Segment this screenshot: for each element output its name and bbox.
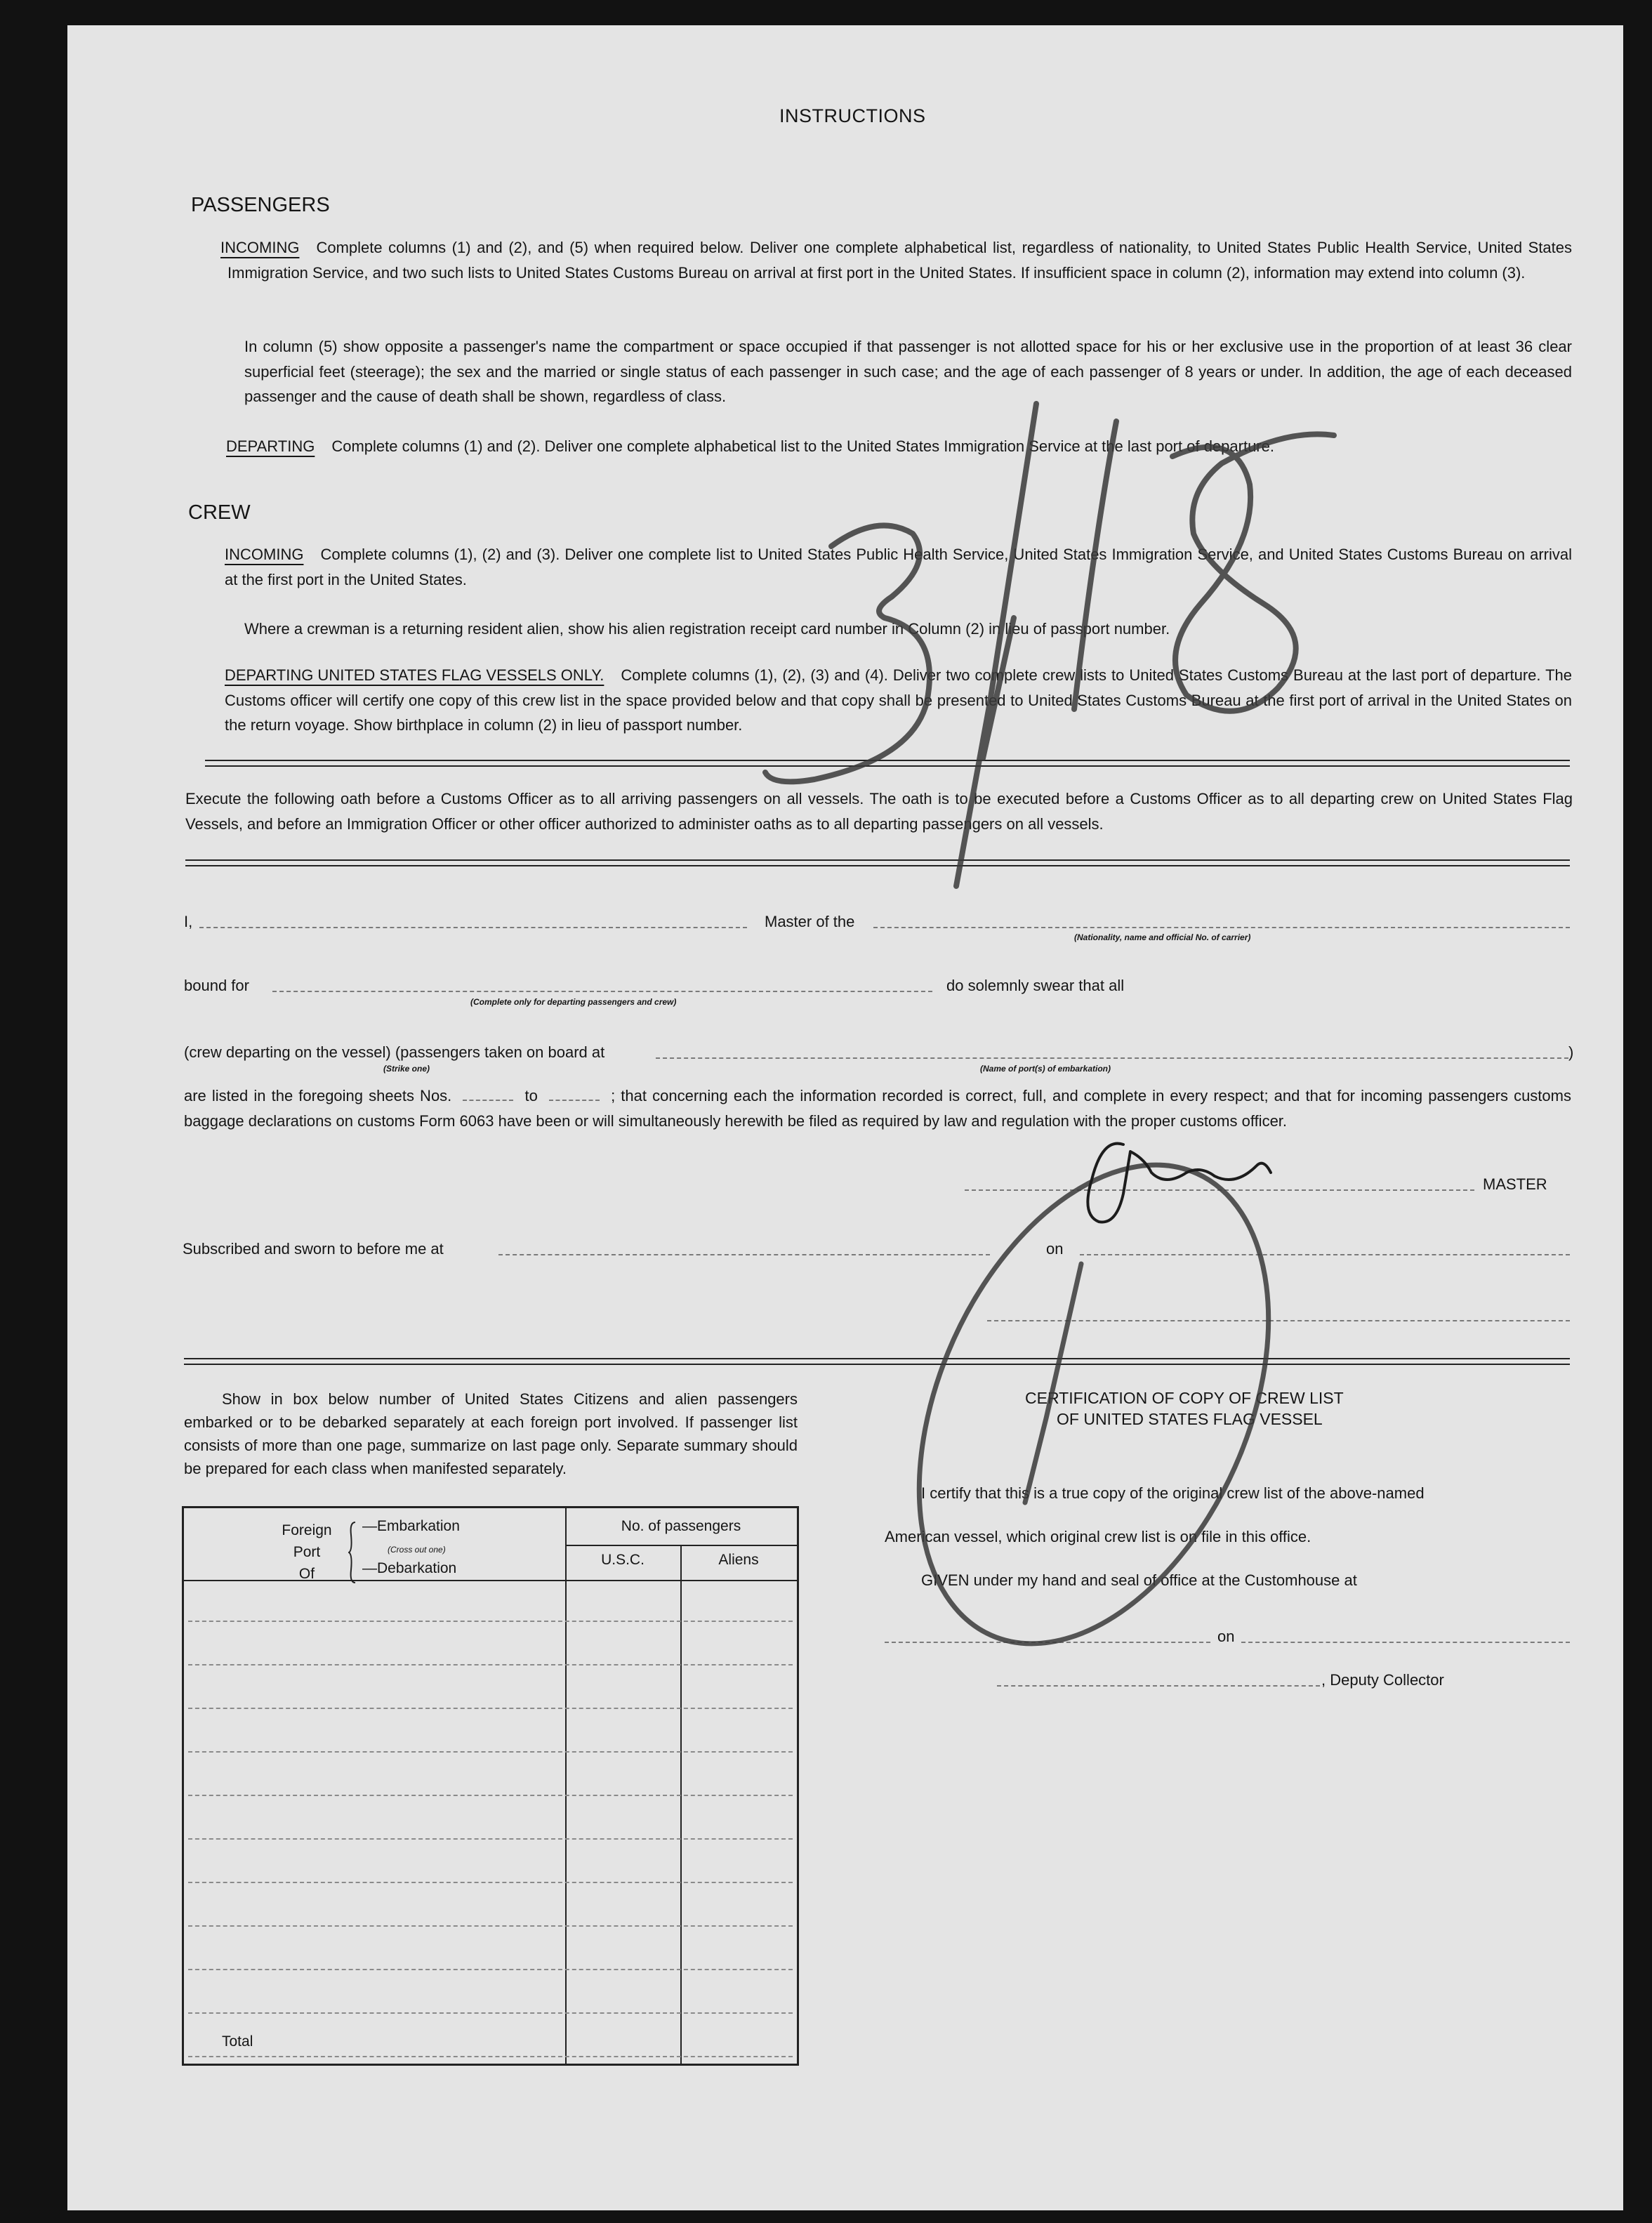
bound-for-field[interactable]	[272, 991, 932, 992]
total-label: Total	[222, 2033, 253, 2050]
swear-label: do solemnly swear that all	[946, 977, 1125, 994]
usc-header: U.S.C.	[601, 1552, 645, 1568]
column-divider	[680, 1545, 682, 2064]
sheet-from-field[interactable]	[463, 1090, 513, 1101]
certification-date-field[interactable]	[1241, 1642, 1570, 1643]
crew-incoming-label: INCOMING	[225, 546, 304, 563]
table-row[interactable]	[188, 1621, 793, 1622]
strike-hint: (Strike one)	[383, 1064, 430, 1074]
given-text: GIVEN under my hand and seal of office at the Customhouse at	[921, 1571, 1357, 1589]
master-label: MASTER	[1483, 1175, 1547, 1193]
departing-hint: (Complete only for departing passengers and crew)	[470, 997, 677, 1007]
close-paren: )	[1568, 1043, 1574, 1061]
master-signature-field[interactable]	[965, 1189, 1474, 1191]
sheet-to-field[interactable]	[549, 1090, 600, 1101]
header-divider	[184, 1580, 797, 1581]
table-row[interactable]	[188, 1969, 793, 1970]
table-row[interactable]	[188, 1925, 793, 1927]
table-row[interactable]	[188, 1795, 793, 1796]
cross-out-hint: (Cross out one)	[388, 1545, 446, 1555]
oath-intro: Execute the following oath before a Customs Officer as to all arriving passengers on all vessels. The oath is to be executed before a Customs Officer as to all departing crew on United States Flag Vessels, and before an Immigration Officer or other officer authorized to administer oaths as to all departing passengers on all vessels.	[185, 790, 1573, 833]
passengers-count-header: No. of passengers	[621, 1518, 741, 1534]
subscribed-date-field[interactable]	[1080, 1254, 1570, 1255]
foreign-port-header: Foreign Port Of	[282, 1522, 332, 1582]
crew-heading: CREW	[188, 501, 251, 524]
embarkation-label[interactable]: —Embarkation	[362, 1518, 460, 1534]
departing-label: DEPARTING	[226, 437, 315, 455]
column-divider	[565, 1508, 567, 2064]
passengers-departing-text: Complete columns (1) and (2). Deliver one complete alphabetical list to the United States Immigration Service at the last port of departure.	[331, 437, 1274, 455]
table-row[interactable]	[188, 2056, 793, 2057]
incoming-label: INCOMING	[220, 239, 300, 256]
table-row[interactable]	[188, 1751, 793, 1753]
passengers-column5-paragraph: In column (5) show opposite a passenger's name the compartment or space occupied if that passenger is not allotted space for his or her exclusive use in the proportion of at least 36 clear superficial feet (steerage); the sex and the married or single status of each passenger in such case; and the age of each passenger of 8 years or under. In addition, the age of each deceased passenger and the cause of death shall be shown, regardless of class.	[244, 338, 1572, 405]
certification-on-label: on	[1217, 1628, 1235, 1645]
subscribed-place-field[interactable]	[498, 1254, 990, 1255]
listed-prefix: are listed in the foregoing sheets Nos.	[184, 1087, 452, 1104]
crew-incoming-paragraph	[225, 542, 1572, 592]
crew-passengers-label: (crew departing on the vessel) (passengers taken on board at	[184, 1043, 605, 1061]
table-row[interactable]	[188, 1708, 793, 1709]
section-divider	[184, 1358, 1570, 1365]
subscribed-on-label: on	[1046, 1240, 1064, 1258]
certify-line-1: I certify that this is a true copy of the original crew list of the above-named	[921, 1484, 1425, 1502]
deputy-collector-label: , Deputy Collector	[1321, 1671, 1444, 1689]
section-divider	[205, 760, 1570, 767]
crew-incoming-text: Complete columns (1), (2) and (3). Deliver one complete list to United States Public Health Service, United States Immigration Service, and United States Customs Bureau on arrival at the first port in the United States.	[225, 546, 1572, 588]
passengers-departing-paragraph	[226, 434, 1572, 459]
deputy-signature-field[interactable]	[997, 1685, 1320, 1687]
to-label: to	[524, 1087, 538, 1104]
carrier-field[interactable]	[873, 927, 1570, 928]
customhouse-field[interactable]	[885, 1642, 1210, 1643]
passengers-incoming-text: Complete columns (1) and (2), and (5) when required below. Deliver one complete alphabetical list, regardless of nationality, to United States Public Health Service, United States Immigration Service, and two such lists to United States Customs Bureau on arrival at first port in the United States. If insufficient space in column (2), information may extend into column (3).	[227, 239, 1572, 282]
ports-hint: (Name of port(s) of embarkation)	[980, 1064, 1111, 1074]
crew-departing-paragraph	[225, 663, 1572, 738]
master-name-field[interactable]	[199, 927, 747, 928]
nationality-hint: (Nationality, name and official No. of carrier)	[1074, 932, 1251, 942]
summary-note: Show in box below number of United States Citizens and alien passengers embarked or to be debarked separately at each foreign port involved. If passenger list consists of more than one page, summarize on last page only. Separate summary should be prepared for each class when manifested separately.	[184, 1390, 798, 1477]
table-row[interactable]	[188, 1882, 793, 1883]
form-page	[67, 25, 1623, 2210]
certification-title-1: CERTIFICATION OF COPY OF CREW LIST	[1025, 1389, 1344, 1407]
crew-resident-paragraph: Where a crewman is a returning resident alien, show his alien registration receipt card number in Column (2) in lieu of passport number.	[244, 620, 1170, 638]
brace-icon	[348, 1521, 358, 1584]
officer-signature-field[interactable]	[987, 1320, 1570, 1321]
listed-paragraph	[184, 1083, 1571, 1133]
certification-title-2: OF UNITED STATES FLAG VESSEL	[1057, 1410, 1323, 1428]
table-row[interactable]	[188, 2012, 793, 2014]
table-row[interactable]	[188, 1838, 793, 1840]
master-of-label: Master of the	[765, 913, 855, 930]
crew-departing-label: DEPARTING UNITED STATES FLAG VESSELS ONLY.	[225, 666, 604, 684]
passengers-incoming-paragraph	[220, 235, 1572, 285]
oath-i-label: I,	[184, 913, 193, 930]
subscribed-label: Subscribed and sworn to before me at	[183, 1240, 444, 1258]
listed-text: ; that concerning each the information recorded is correct, full, and complete in every respect; and that for incoming passengers customs baggage declarations on customs Form 6063 have been or will simultaneously herewith be filed as required by law and regulation with the proper customs officer.	[184, 1087, 1571, 1130]
debarkation-label[interactable]: —Debarkation	[362, 1560, 457, 1576]
aliens-header: Aliens	[718, 1552, 759, 1568]
crew-departing-text: Complete columns (1), (2), (3) and (4). Deliver two complete crew lists to United States Customs Bureau at the last port of departure. The Customs officer will certify one copy of this crew list in the space provided below and that copy shall be presented to United States Customs Bureau at the first port of arrival in the United States on the return voyage. Show birthplace in column (2) in lieu of passport number.	[225, 666, 1572, 734]
port-embarkation-field[interactable]	[656, 1057, 1568, 1059]
passengers-heading: PASSENGERS	[191, 194, 330, 216]
bound-for-label: bound for	[184, 977, 249, 994]
section-divider	[185, 859, 1570, 866]
page-title: INSTRUCTIONS	[779, 105, 926, 126]
header-divider	[565, 1545, 797, 1546]
passenger-summary-table	[182, 1506, 799, 2066]
table-row[interactable]	[188, 1664, 793, 1665]
certify-line-2: American vessel, which original crew list is on file in this office.	[885, 1528, 1311, 1545]
